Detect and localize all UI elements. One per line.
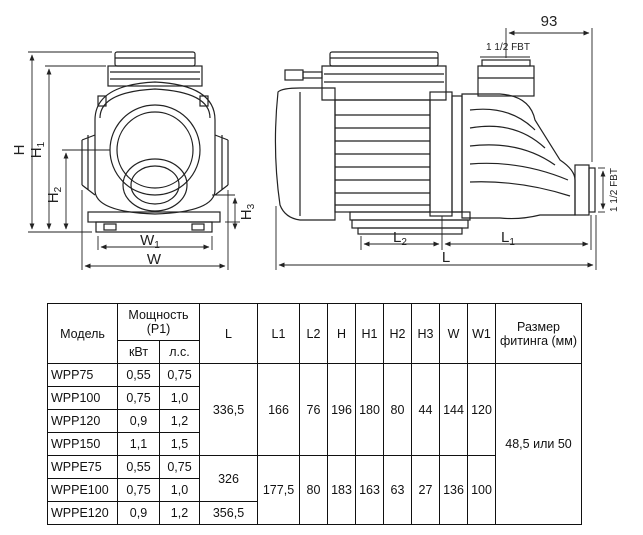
label-H: H: [11, 144, 28, 156]
cell-H2-wppe: 63: [384, 456, 412, 525]
cell-kw: 0,75: [118, 387, 160, 410]
cell-kw: 0,55: [118, 456, 160, 479]
header-H1: H1: [356, 304, 384, 364]
svg-text:W1: $W_1$: [140, 232, 160, 251]
header-power: Мощность (P1): [118, 304, 200, 341]
cell-H-wpp: 196: [328, 364, 356, 456]
cell-kw: 0,55: [118, 364, 160, 387]
cell-model: WPPE75: [48, 456, 118, 479]
cell-hp: 1,2: [160, 502, 200, 525]
cell-W-wppe: 136: [440, 456, 468, 525]
cell-kw: 0,75: [118, 479, 160, 502]
cell-W1-wpp: 120: [468, 364, 496, 456]
cell-L-wppe-b: 356,5: [200, 502, 258, 525]
header-W: W: [440, 304, 468, 364]
header-H2: H2: [384, 304, 412, 364]
cell-H1-wppe: 163: [356, 456, 384, 525]
cell-model: WPP100: [48, 387, 118, 410]
cell-hp: 0,75: [160, 364, 200, 387]
label-L1: L: [501, 229, 510, 246]
header-H3: H3: [412, 304, 440, 364]
header-hp: л.с.: [160, 341, 200, 364]
cell-model: WPP75: [48, 364, 118, 387]
label-fbt-side: 1 1/2 FBT: [609, 168, 620, 212]
cell-L1-wpp: 166: [258, 364, 300, 456]
cell-kw: 1,1: [118, 433, 160, 456]
cell-model: WPP150: [48, 433, 118, 456]
cell-L-wppe-a: 326: [200, 456, 258, 502]
cell-kw: 0,9: [118, 502, 160, 525]
specs-table: [47, 303, 582, 525]
header-L2: L2: [300, 304, 328, 364]
cell-hp: 1,5: [160, 433, 200, 456]
label-H3: H: [238, 209, 255, 221]
cell-hp: 1,0: [160, 387, 200, 410]
header-L: L: [200, 304, 258, 364]
cell-L1-wppe: 177,5: [258, 456, 300, 525]
table-header-row: [48, 304, 582, 341]
cell-H2-wpp: 80: [384, 364, 412, 456]
header-model: Модель: [48, 304, 118, 364]
cell-L-wpp: 336,5: [200, 364, 258, 456]
header-L1: L1: [258, 304, 300, 364]
cell-H3-wppe: 27: [412, 456, 440, 525]
cell-fitting: 48,5 или 50: [496, 364, 582, 525]
cell-L2-wppe: 80: [300, 456, 328, 525]
cell-W-wpp: 144: [440, 364, 468, 456]
svg-text:H3: $H_3$: [238, 203, 257, 221]
cell-H-wppe: 183: [328, 456, 356, 525]
label-W: W: [146, 251, 162, 268]
header-H: H: [328, 304, 356, 364]
cell-model: WPP120: [48, 410, 118, 433]
table-row: [48, 364, 582, 387]
svg-text:H2: $H_2$: [45, 186, 64, 204]
label-93: 93: [540, 13, 558, 30]
cell-hp: 1,0: [160, 479, 200, 502]
label-fbt-top: 1 1/2 FBT: [486, 42, 530, 53]
front-view: [82, 52, 228, 232]
svg-text:H1: $H_1$: [28, 141, 47, 159]
cell-L2-wpp: 76: [300, 364, 328, 456]
cell-H3-wpp: 44: [412, 364, 440, 456]
header-kw: кВт: [118, 341, 160, 364]
cell-hp: 0,75: [160, 456, 200, 479]
svg-text:L2: $L_2$: [393, 229, 407, 248]
cell-W1-wppe: 100: [468, 456, 496, 525]
cell-kw: 0,9: [118, 410, 160, 433]
label-H2: H: [45, 192, 62, 204]
header-W1: W1: [468, 304, 496, 364]
label-L: L: [441, 249, 451, 266]
label-W1: W: [140, 232, 155, 249]
side-view: [275, 52, 595, 234]
cell-hp: 1,2: [160, 410, 200, 433]
cell-H1-wpp: 180: [356, 364, 384, 456]
label-H1: H: [28, 147, 45, 159]
svg-text:L1: $L_1$: [501, 229, 515, 248]
cell-model: WPPE120: [48, 502, 118, 525]
header-fitting: Размер фитинга (мм): [496, 304, 582, 364]
cell-model: WPPE100: [48, 479, 118, 502]
label-L2: L: [393, 229, 402, 246]
